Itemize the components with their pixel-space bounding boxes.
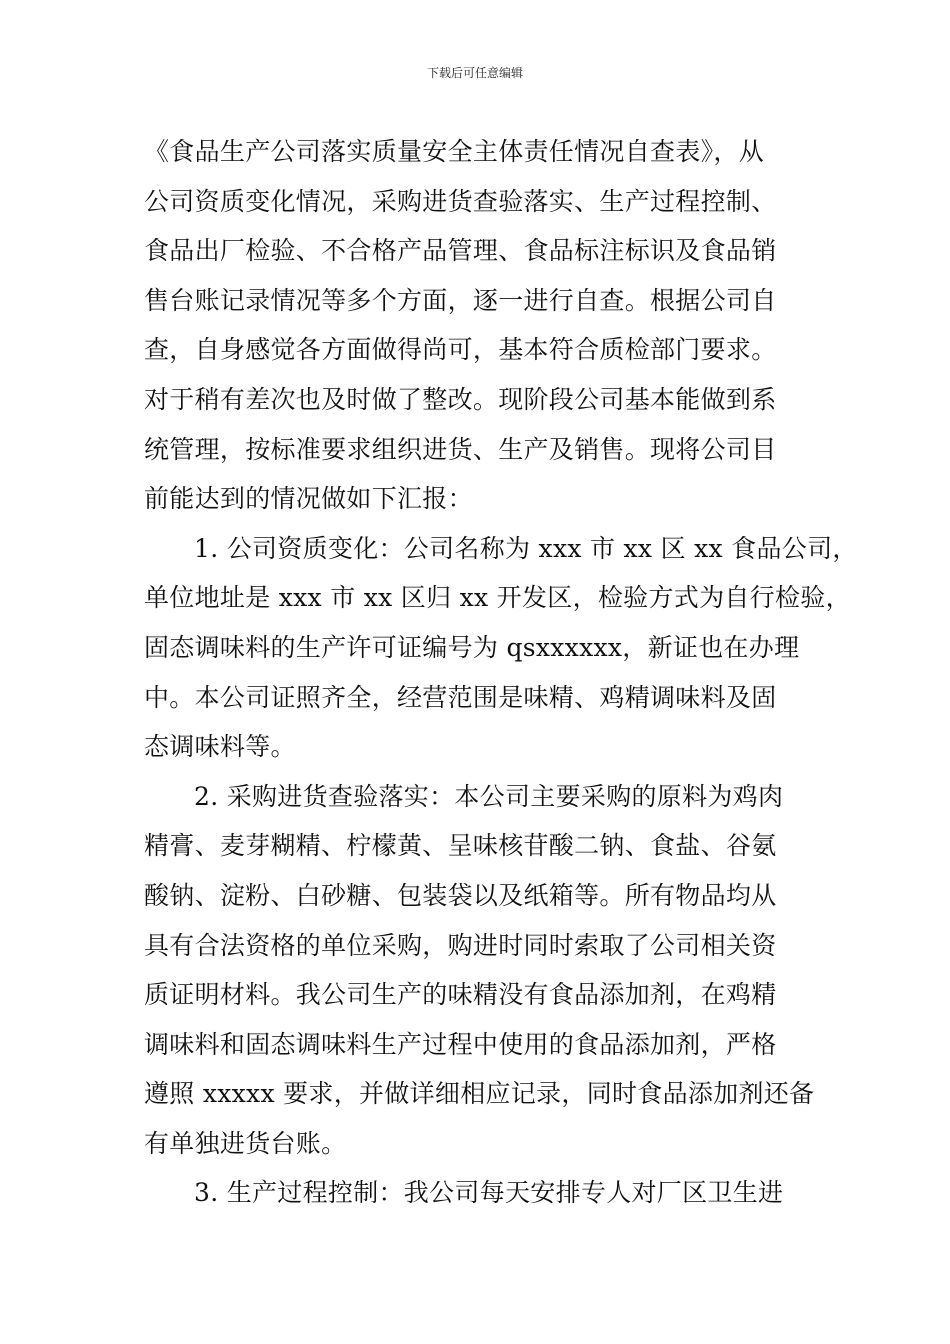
text-line: 前能达到的情况做如下汇报： [144,484,473,514]
text-line: 精膏、麦芽糊精、柠檬黄、呈味核苷酸二钠、食盐、谷氨 [144,831,777,861]
text-line: 对于稍有差次也及时做了整改。现阶段公司基本能做到系 [144,384,777,414]
text-line: 有单独进货台账。 [144,1128,347,1158]
section-3-first-line: 3. 生产过程控制：我公司每天安排专人对厂区卫生进 [194,1178,784,1208]
text-line: 酸钠、淀粉、白砂糖、包装袋以及纸箱等。所有物品均从 [144,880,777,910]
page-header: 下载后可任意编辑 [426,66,523,80]
text-line: 遵照 xxxxx 要求，并做详细相应记录，同时食品添加剂还备 [144,1079,815,1109]
text-line: 售台账记录情况等多个方面，逐一进行自查。根据公司自 [144,285,777,315]
text-line: 具有合法资格的单位采购，购进时同时索取了公司相关资 [144,930,777,960]
text-line: 固态调味料的生产许可证编号为 qsxxxxxx，新证也在办理 [144,632,800,662]
text-line: 调味料和固态调味料生产过程中使用的食品添加剂，严格 [144,1029,777,1059]
section-1-first-line: 1. 公司资质变化：公司名称为 xxx 市 xx 区 xx 食品公司， [194,533,858,563]
text-line: 中。本公司证照齐全，经营范围是味精、鸡精调味料及固 [144,682,777,712]
section-2-first-line: 2. 采购进货查验落实：本公司主要采购的原料为鸡肉 [194,781,784,811]
text-line: 单位地址是 xxx 市 xx 区归 xx 开发区，检验方式为自行检验， [144,583,851,613]
text-line: 《食品生产公司落实质量安全主体责任情况自查表》，从 [144,137,765,166]
document-body [144,127,858,1218]
text-line: 统管理，按标准要求组织进货、生产及销售。现将公司目 [144,434,777,464]
text-line: 态调味料等。 [144,732,296,762]
text-line: 食品出厂检验、不合格产品管理、食品标注标识及食品销 [144,236,777,266]
text-line: 质证明材料。我公司生产的味精没有食品添加剂，在鸡精 [144,980,777,1010]
text-line: 查，自身感觉各方面做得尚可，基本符合质检部门要求。 [144,335,777,365]
text-line: 公司资质变化情况，采购进货查验落实、生产过程控制、 [144,186,777,216]
